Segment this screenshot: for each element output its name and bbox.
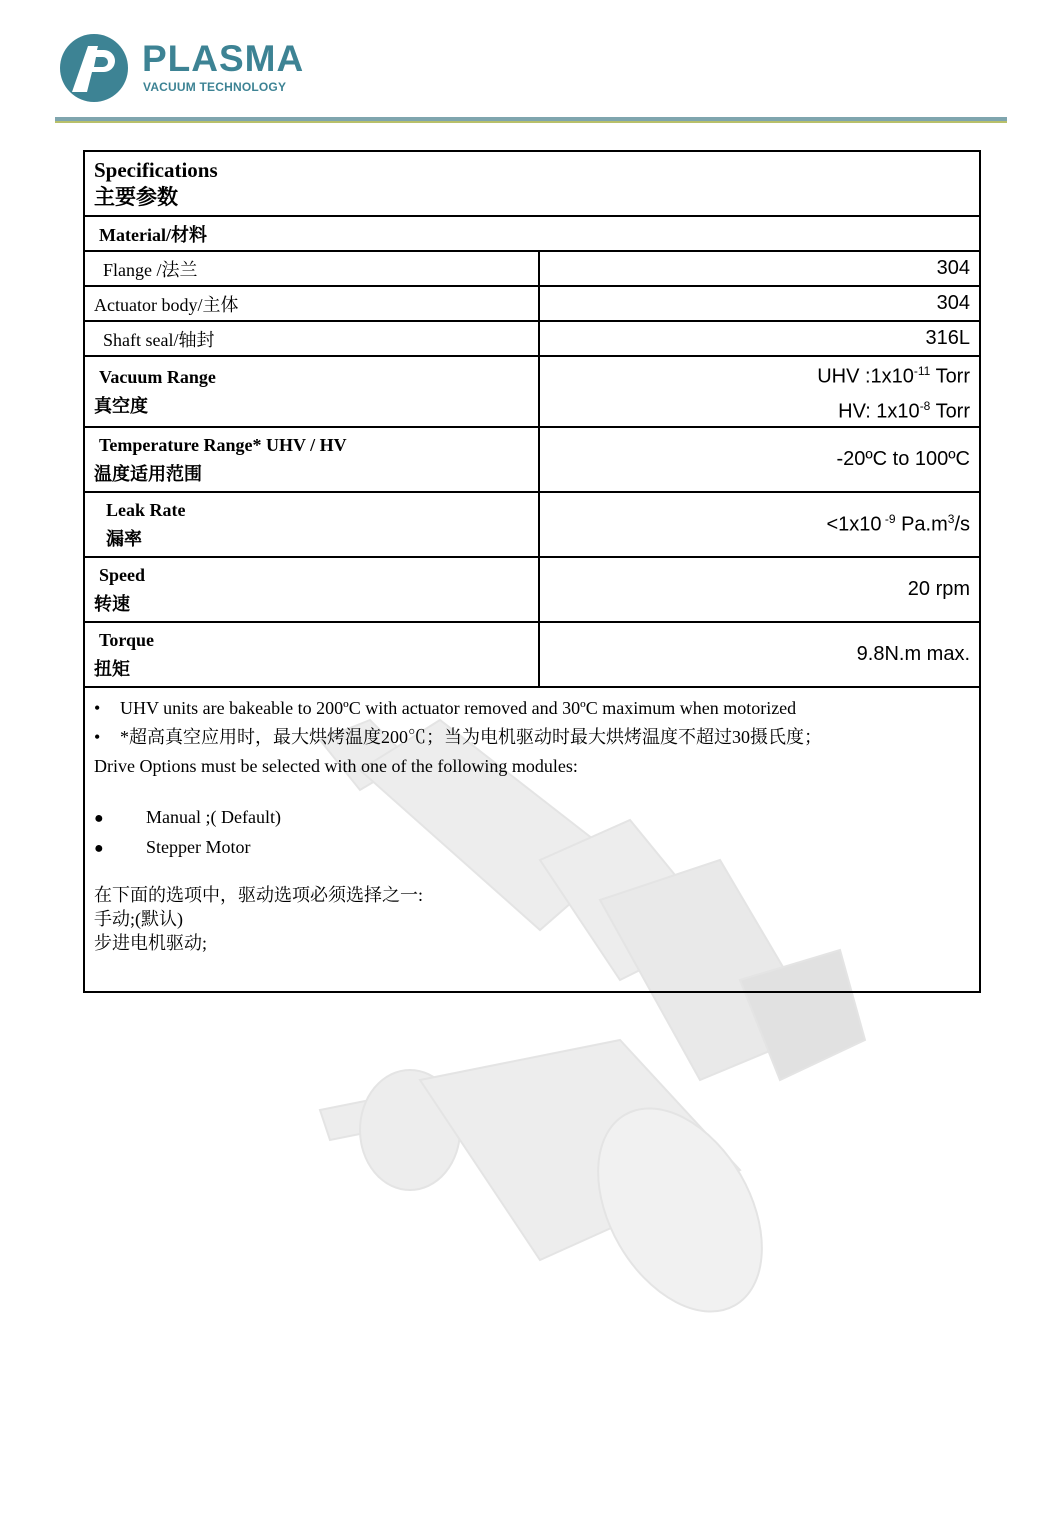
flange-label: Flange /法兰 [84, 251, 539, 286]
leak-rate-label-cn: 漏率 [106, 528, 142, 549]
header-divider [55, 117, 1007, 123]
cn-line-1: 在下面的选项中，驱动选项必须选择之一: [94, 885, 423, 906]
table-row [84, 492, 980, 557]
vacuum-range-label-cn: 真空度 [94, 395, 148, 416]
shaft-seal-value: 316L [539, 321, 980, 356]
spec-table [83, 150, 981, 993]
notes-row [84, 687, 980, 992]
actuator-body-label: Actuator body/主体 [84, 286, 539, 321]
speed-label-cn: 转速 [94, 593, 130, 614]
speed-value: 20 rpm [539, 557, 980, 622]
torque-label: Torque [99, 629, 155, 650]
temperature-range-label-cn: 温度适用范围 [94, 463, 202, 484]
ap-logo-icon [58, 32, 130, 104]
table-title-row [84, 151, 980, 216]
flange-value: 304 [539, 251, 980, 286]
cn-line-2: 手动;(默认) [94, 909, 183, 930]
table-row [84, 321, 980, 356]
material-header-row [84, 216, 980, 251]
speed-label: Speed [99, 564, 146, 585]
temperature-range-label: Temperature Range* UHV / HV [99, 434, 347, 455]
leak-rate-label: Leak Rate [106, 499, 186, 520]
brand-name: PLASMA [142, 38, 305, 79]
note-cn: • *超高真空应用时，最大烘烤温度200℃；当为电机驱动时最大烘烤温度不超过30摄氏度； [94, 727, 822, 748]
title-cn: 主要参数 [94, 184, 178, 209]
torque-label-cn: 扭矩 [94, 658, 130, 679]
torque-value: 9.8N.m max. [539, 622, 980, 687]
actuator-body-value: 304 [539, 286, 980, 321]
shaft-seal-label: Shaft seal/轴封 [84, 321, 539, 356]
option-manual: ● Manual ;( Default) [94, 807, 281, 828]
vacuum-range-label: Vacuum Range [99, 366, 216, 387]
cn-line-3: 步进电机驱动; [94, 933, 208, 954]
table-row [84, 286, 980, 321]
brand-subtitle: VACUUM TECHNOLOGY [143, 80, 287, 94]
table-row [84, 622, 980, 687]
table-row [84, 557, 980, 622]
note-en: • UHV units are bakeable to 200ºC with actuator removed and 30ºC maximum when motorized [94, 698, 797, 719]
title-en: Specifications [94, 157, 218, 182]
vacuum-range-hv: HV: $1x10^{-8}$ Torr [838, 398, 971, 423]
vacuum-range-uhv: UHV $:1x10^{-11}$ Torr [817, 364, 971, 388]
temperature-range-value: -20ºC to 100ºC [539, 427, 980, 492]
material-header: Material/材料 [84, 216, 980, 251]
table-row [84, 427, 980, 492]
table-row [84, 251, 980, 286]
option-stepper: ● Stepper Motor [94, 837, 251, 858]
drive-intro: Drive Options must be selected with one of the following modules: [94, 756, 578, 777]
leak-rate-value: <1x10 $^{-9}$ $Pa.m^3/s$ [539, 492, 980, 557]
table-row [84, 356, 980, 427]
